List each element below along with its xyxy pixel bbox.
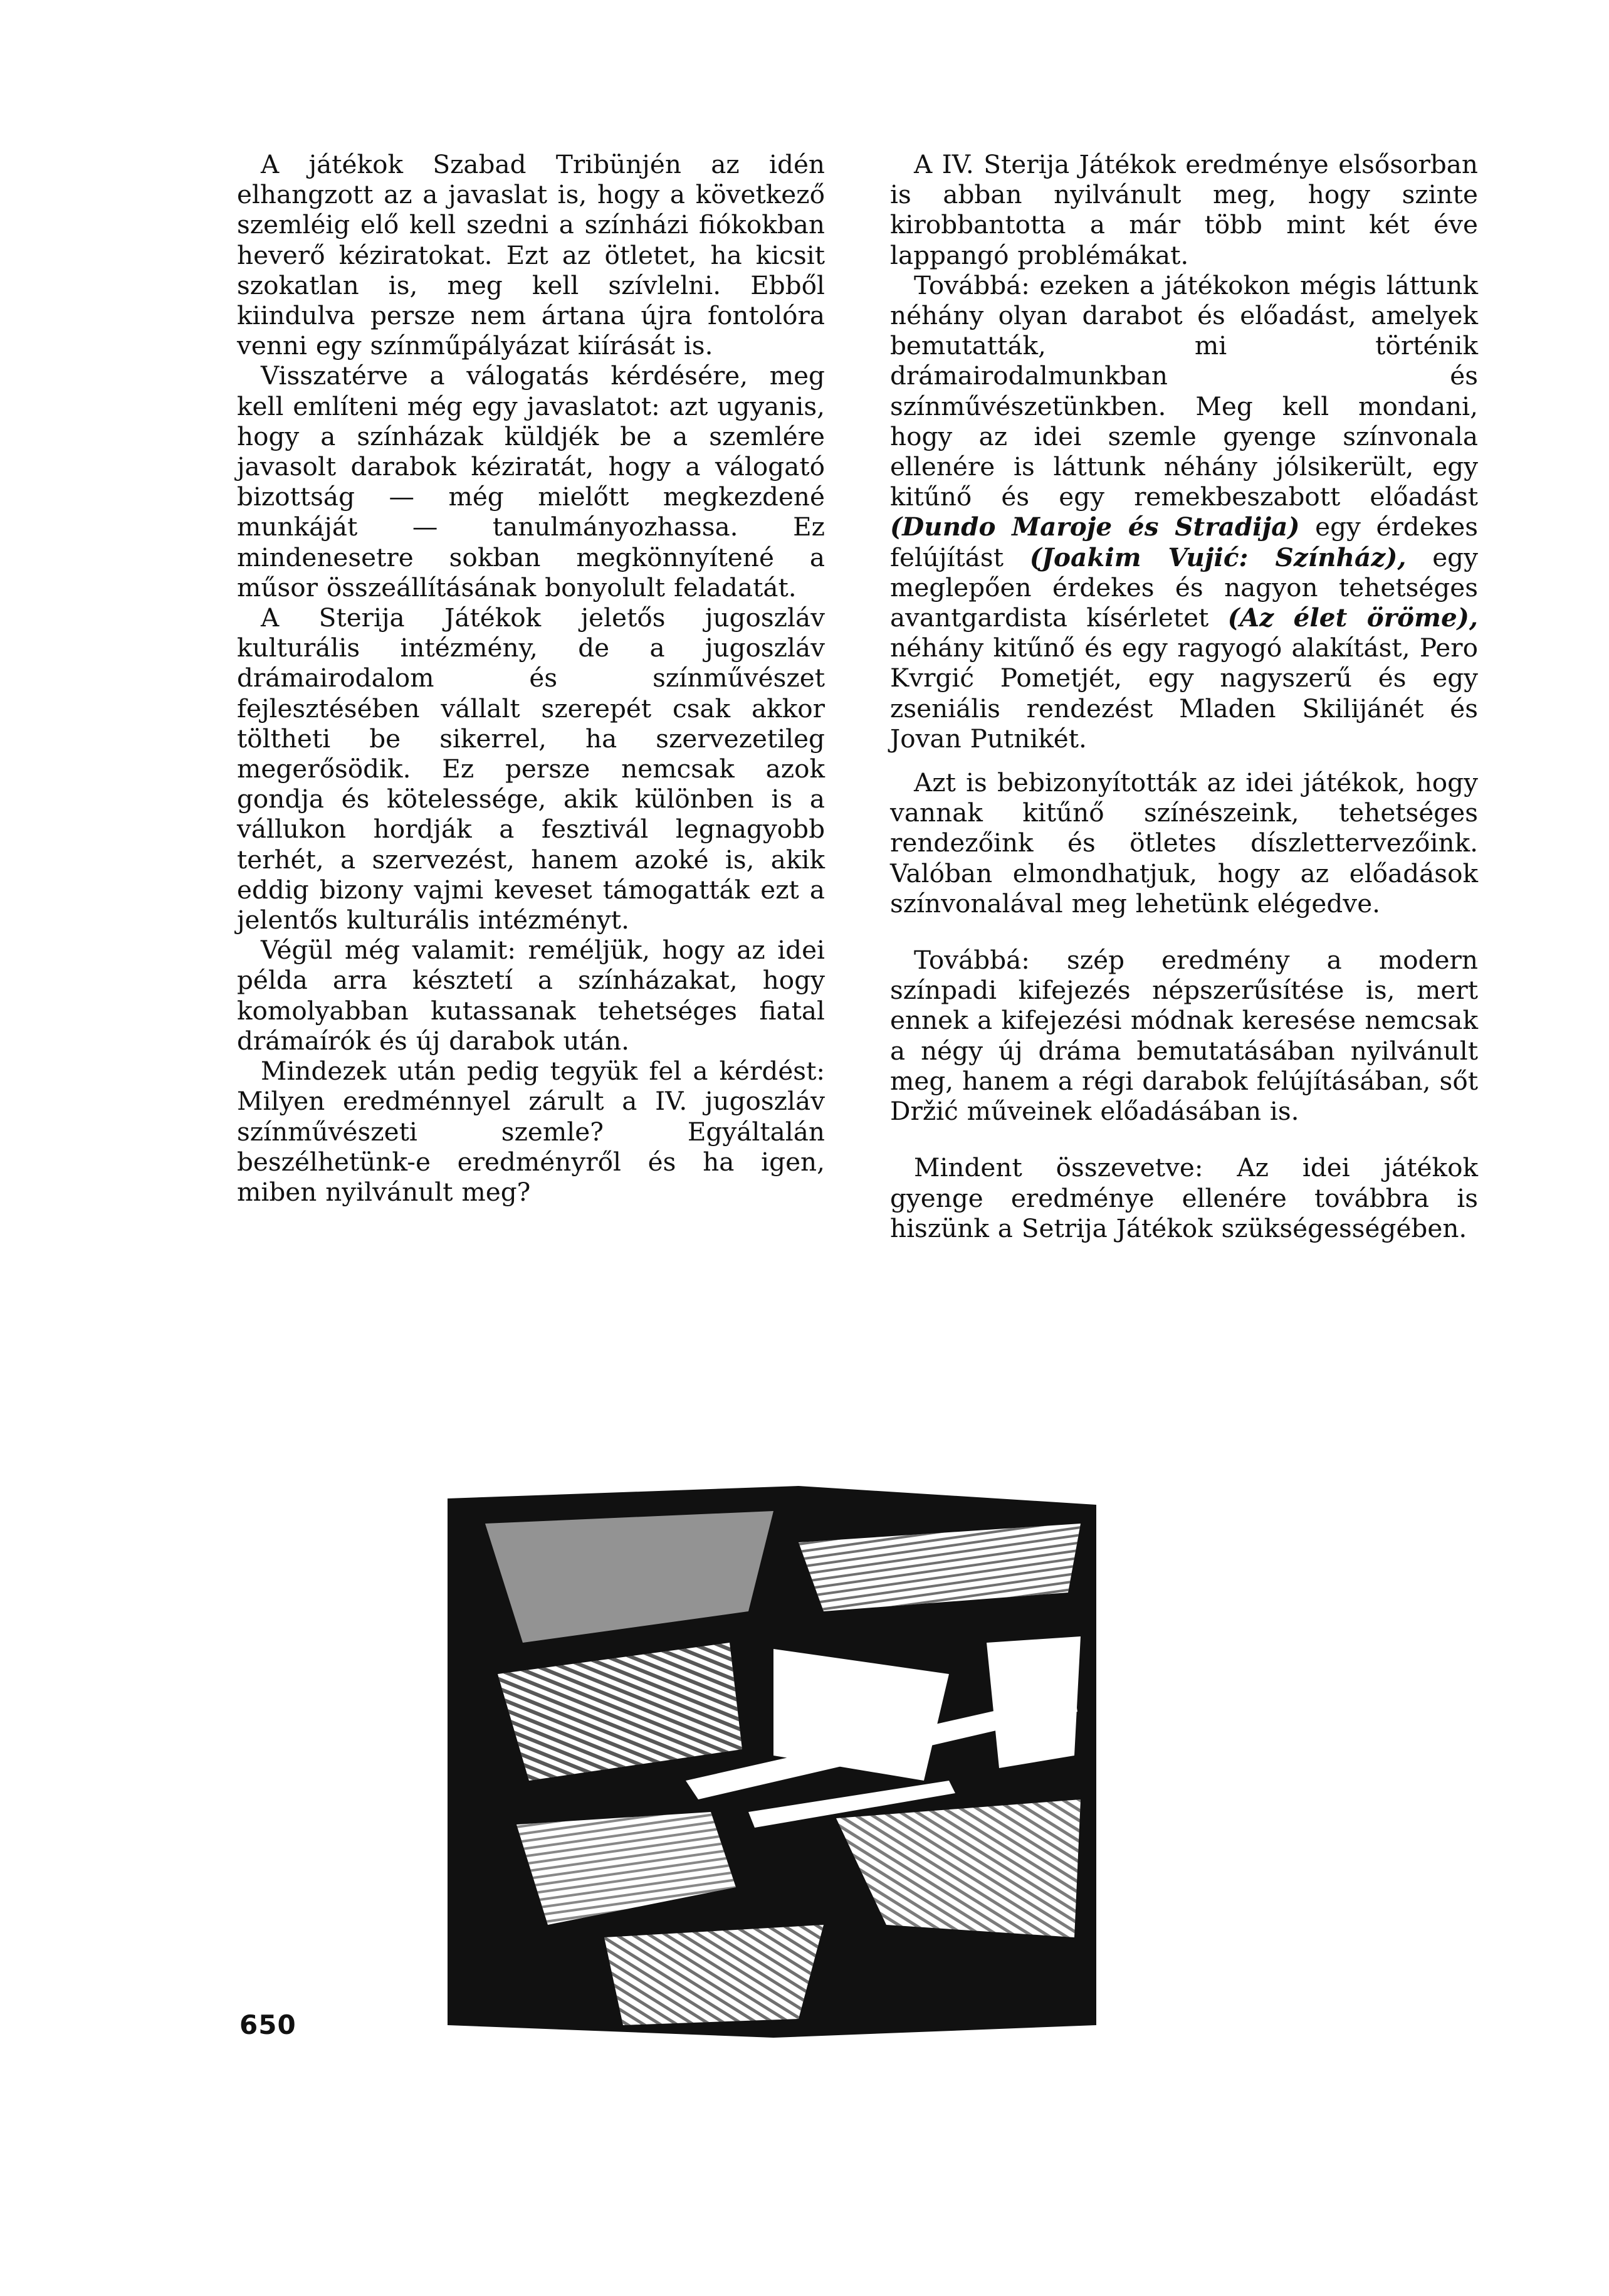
paragraph: Visszatérve a válogatás kérdésére, meg kell említeni még egy javaslatot: azt ugyanis, hogy a színházak küldjék be a szemlére javasolt darabok kéziratát, hogy a válogató bizottság — még mielőtt megkezdené munkáját — tanulmányozhassa. Ez mindenesetre sokban megkönnyítené a műsor összeállításának bonyolult feladatát. <box>237 361 825 603</box>
play-title: (Dundo Maroje és Stradija) <box>890 512 1300 542</box>
play-title: (Joakim Vujić: Színház), <box>1029 542 1407 572</box>
paragraph <box>890 270 1478 754</box>
page-number: 650 <box>239 2009 296 2040</box>
abstract-illustration <box>448 1486 1096 2038</box>
left-text-column <box>237 149 825 1207</box>
paragraph: Mindent összevetve: Az idei játékok gyenge eredménye ellenére továbbra is hiszünk a Setrija Játékok szükségességében. <box>890 1152 1478 1243</box>
paragraph: A Sterija Játékok jeletős jugoszláv kulturális intézmény, de a jugoszláv drámairodalom és színművészet fejlesztésében vállalt szerepét csak akkor töltheti be sikerrel, ha szervezetileg megerősödik. Ez persze nemcsak azok gondja és kötelessége, akik különben is a vállukon hordják a fesztivál legnagyobb terhét, a szervezést, hanem azoké is, akik eddig bizony vajmi keveset támogatták ezt a jelentős kulturális intézményt. <box>237 603 825 935</box>
paragraph: Végül még valamit: reméljük, hogy az idei példa arra késztetí a színházakat, hogy komolyabban kutassanak tehetséges fiatal drámaírók és új darabok után. <box>237 935 825 1056</box>
paragraph: A IV. Sterija Játékok eredménye elsősorban is abban nyilvánult meg, hogy szinte kirobbantotta a már több mint két éve lappangó problémákat. <box>890 149 1478 270</box>
text-run: egy meglepően érdekes és nagyon tehetséges avantgardista kísérletet <box>890 542 1478 633</box>
paragraph: Továbbá: szép eredmény a modern színpadi kifejezés népszerűsítése is, mert ennek a kifejezési módnak keresése nemcsak a négy új dráma bemutatásában nyilvánult meg, hanem a régi darabok felújításában, sőt Držić műveinek előadásában is. <box>890 945 1478 1127</box>
paragraph: Mindezek után pedig tegyük fel a kérdést: Milyen eredménnyel zárult a IV. jugoszláv színművészeti szemle? Egyáltalán beszélhetünk-e eredményről és ha igen, miben nyilvánult meg? <box>237 1056 825 1207</box>
text-run: néhány kitűnő és egy ragyogó alakítást, Pero Kvrgić Pometjét, egy nagyszerű és egy zseniális rendezést Mladen Skilijánét és Jovan Putnikét. <box>890 633 1478 754</box>
right-text-column <box>890 149 1478 1243</box>
paragraph: Azt is bebizonyították az idei játékok, hogy vannak kitűnő színészeink, tehetséges rendezőink és ötletes díszlettervezőink. Valóban elmondhatjuk, hogy az előadások színvonalával meg lehetünk elégedve. <box>890 767 1478 919</box>
play-title: (Az élet öröme), <box>1227 603 1478 633</box>
text-run: Továbbá: ezeken a játékokon mégis láttunk néhány olyan darabot és előadást, amelyek bemutatták, mi történik drámairodalmunkban és színművészetünkben. Meg kell mondani, hogy az idei szemle gyenge színvonala ellenére is láttunk néhány jólsikerült, egy kitűnő és egy remekbeszabott előadást <box>890 270 1478 512</box>
text-run: egy érdekes felújítást <box>890 512 1478 572</box>
paragraph: A játékok Szabad Tribünjén az idén elhangzott az a javaslat is, hogy a következő szemléig elő kell szedni a színházi fiókokban heverő kéziratokat. Ezt az ötletet, ha kicsit szokatlan is, meg kell szívlelni. Ebből kiindulva persze nem ártana újra fontolóra venni egy színműpályázat kiírását is. <box>237 149 825 361</box>
